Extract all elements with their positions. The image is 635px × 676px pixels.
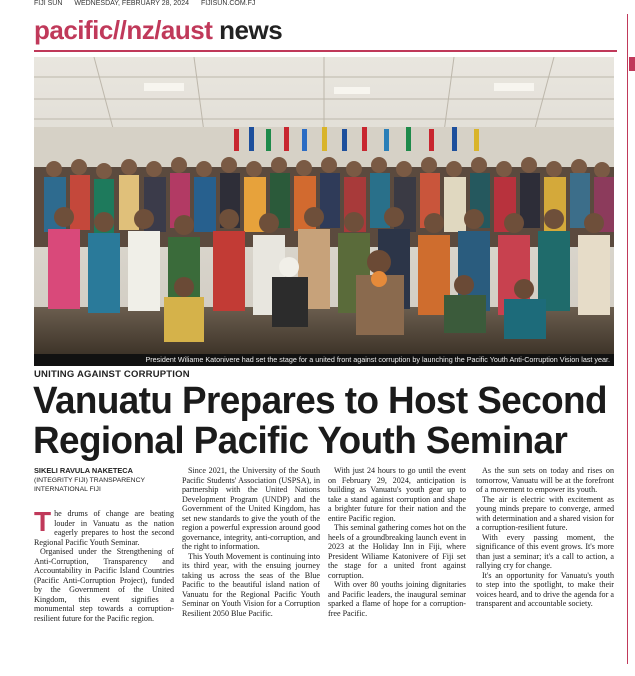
top-strip [0, 0, 635, 8]
paragraph-2: Organised under the Strengthening of Anti-Corruption, Transparency and Accountability in Pacific Island Countries (Pacific Anti-Corruption Project), funded by the Government of the United Kingdom, this event signifies a monumental step towards a corruption-resilient future for the Pacific region. [34, 547, 174, 623]
paragraph-11: It's an opportunity for Vanuatu's youth to step into the spotlight, to make their voices heard, and to drive the agenda for a transparent and accountable society. [476, 570, 614, 608]
drop-cap: T [34, 506, 52, 537]
article-column-3 [328, 466, 466, 618]
paragraph-6: This seminal gathering comes hot on the heels of a groundbreaking launch event in 2023 at the Holiday Inn in Fiji, where President Wiliame Katonivere of Fiji set the stage for a united front against corruption. [328, 523, 466, 580]
paragraph-9: The air is electric with excitement as young minds prepare to converge, armed with determination and a shared vision for a corruption-resilient future. [476, 494, 614, 532]
masthead-brand: pacific//nz/aust [34, 15, 213, 45]
paper-name: FIJI SUN [34, 0, 63, 7]
article-headline [33, 381, 605, 461]
group-photo [34, 57, 614, 354]
website: FIJISUN.COM.FJ [200, 0, 256, 7]
byline [34, 466, 174, 494]
paragraph-7: With over 80 youths joining dignitaries and Pacific leaders, the inaugural seminar sparked a flame of hope for a corruption-free Pacific. [328, 580, 466, 618]
byline-name: SIKELI RAVULA NAKETECA [34, 466, 133, 475]
article-column-1 [34, 506, 174, 623]
paragraph-3: Since 2021, the University of the South Pacific Students' Association (USPSA), in partnership with the United Nations Development Program (UNDP) and the Government of the United Kingdom, has set new standards to give the youth of the region a powerful expression around good governance, integrity, anti-corruption, and the right to information. [182, 466, 320, 551]
article-column-4 [476, 466, 614, 609]
page-edge-rule [627, 14, 628, 664]
paragraph-4: This Youth Movement is continuing into its third year, with the ensuing journey taking us across the seas of the Blue Pacific to the beautiful island nation of Vanuatu for the Regional Pacific Youth Seminar on Youth Vision for a Corruption Resilient 2050 Blue Pacific. [182, 551, 320, 618]
group-photo-illustration [34, 57, 614, 354]
photo-caption: President Wiliame Katonivere had set the stage for a united front against corruption by launching the Pacific Youth Anti-Corruption Vision last year. [34, 354, 614, 366]
headline-line-2: Regional Pacific Youth Seminar [33, 420, 568, 462]
paragraph-10: With every passing moment, the significance of this event grows. It's more than just a seminar; it's a call to action, a rallying cry for change. [476, 532, 614, 570]
article-column-2 [182, 466, 320, 618]
paragraph-1: The drums of change are beating louder in Vanuatu as the nation eagerly prepares to host the second Regional Pacific Youth Seminar. [34, 506, 174, 547]
issue-date: WEDNESDAY, FEBRUARY 28, 2024 [74, 0, 189, 7]
paragraph-5: With just 24 hours to go until the event on February 29, 2024, anticipation is building as Vanuatu's youth gear up to take a stand against corruption and shape a brighter future for their nation and the entire Pacific region. [328, 466, 466, 523]
masthead-section: news [219, 15, 283, 45]
masthead-rule [34, 50, 617, 52]
paragraph-8: As the sun sets on today and rises on tomorrow, Vanuatu will be at the forefront of a movement to empower its youth. [476, 466, 614, 494]
section-masthead [34, 14, 282, 46]
article-kicker: UNITING AGAINST CORRUPTION [34, 369, 190, 380]
byline-org: (INTEGRITY FIJI) TRANSPARENCY INTERNATIONAL FIJI [34, 477, 145, 493]
page-edge-mark [629, 57, 635, 71]
headline-line-1: Vanuatu Prepares to Host Second [33, 380, 607, 422]
